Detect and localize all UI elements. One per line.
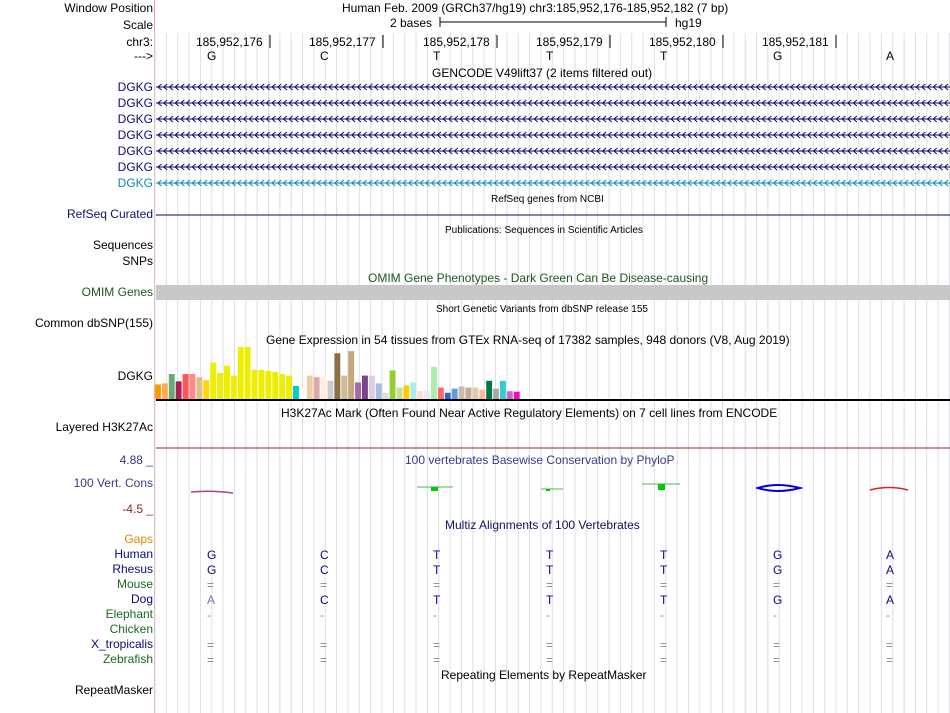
gtex-bar (314, 377, 320, 399)
gtex-bar (479, 390, 485, 399)
species-label[interactable]: Chicken (109, 622, 153, 636)
gtex-bar (190, 374, 196, 399)
coordinate-label: 185,952,181 (762, 35, 829, 49)
alignment-base: C (320, 548, 329, 562)
alignment-base: G (207, 563, 217, 577)
species-label[interactable]: Gaps (124, 532, 153, 546)
gtex-bar (286, 376, 292, 399)
species-label[interactable]: Zebrafish (102, 652, 153, 666)
gencode-gene-label[interactable]: DGKG (117, 80, 153, 94)
alignment-base: = (207, 653, 215, 667)
gtex-bar (417, 391, 423, 399)
gencode-gene-label[interactable]: DGKG (117, 144, 153, 158)
species-label[interactable]: Human (114, 547, 153, 561)
gencode-title[interactable]: GENCODE V49lift37 (2 items filtered out) (432, 66, 653, 80)
gtex-bar (466, 388, 472, 399)
reference-base: T (660, 49, 668, 63)
species-label[interactable]: X_tropicalis (90, 637, 153, 651)
gencode-gene-label[interactable]: DGKG (117, 176, 153, 190)
reference-base: G (207, 49, 217, 63)
gtex-bar (445, 393, 451, 399)
gtex-bar (231, 376, 237, 399)
refseq-label[interactable]: RefSeq Curated (66, 207, 153, 221)
alignment-base: A (886, 593, 895, 607)
coordinate-label: 185,952,180 (649, 35, 716, 49)
gtex-bar (279, 374, 285, 399)
strand-arrow-label: ---> (134, 49, 153, 63)
alignment-base: - (207, 608, 211, 622)
gtex-bar (272, 372, 278, 399)
coordinate-label: 185,952,178 (423, 35, 490, 49)
alignment-base: = (886, 638, 894, 652)
gtex-bar (486, 381, 492, 399)
alignment-base: A (207, 593, 216, 607)
snps-label[interactable]: SNPs (122, 254, 153, 268)
alignment-base: T (546, 593, 554, 607)
alignment-base: = (886, 653, 894, 667)
gtex-bar (169, 374, 175, 399)
repeat-title[interactable]: Repeating Elements by RepeatMasker (441, 668, 647, 682)
alignment-base: = (433, 638, 441, 652)
gtex-bar (390, 370, 396, 399)
coordinate-label: 185,952,179 (536, 35, 603, 49)
h3k27ac-label[interactable]: Layered H3K27Ac (55, 420, 153, 434)
alignment-base: = (773, 638, 781, 652)
alignment-base: T (546, 548, 554, 562)
scale-label: Scale (122, 18, 153, 32)
cons-max-label: 4.88 _ (119, 453, 153, 467)
alignment-base: - (660, 608, 664, 622)
gtex-bar (203, 380, 209, 399)
gtex-bar (259, 370, 265, 399)
cons-mark-3-bar (431, 487, 438, 491)
reference-base: G (773, 49, 783, 63)
window-position-label: Window Position (64, 1, 153, 15)
gtex-bar (431, 367, 437, 399)
cons-mark-4-bar (546, 489, 550, 491)
omim-title[interactable]: OMIM Gene Phenotypes - Dark Green Can Be Disease-causing (368, 271, 709, 285)
alignment-base: - (773, 608, 777, 622)
gtex-bar (210, 363, 216, 399)
alignment-base: T (433, 593, 441, 607)
gencode-gene-label[interactable]: DGKG (117, 96, 153, 110)
omim-bar (156, 285, 950, 300)
gtex-bar (300, 389, 306, 399)
alignment-base: = (207, 638, 215, 652)
alignment-base: = (433, 578, 441, 592)
alignment-base: = (320, 578, 328, 592)
alignment-base: C (320, 563, 329, 577)
gtex-bar (521, 390, 527, 399)
gtex-bar (334, 353, 340, 399)
alignment-base: = (660, 638, 668, 652)
gtex-bar (438, 388, 444, 399)
gtex-bar (383, 393, 389, 399)
dbsnp-title[interactable]: Short Genetic Variants from dbSNP release 155 (436, 304, 648, 315)
gtex-bar (341, 376, 347, 399)
alignment-base: G (773, 548, 783, 562)
alignment-base: A (886, 548, 895, 562)
alignment-base: - (886, 608, 890, 622)
alignment-base: T (660, 593, 668, 607)
alignment-base: T (660, 563, 668, 577)
alignment-base: = (773, 578, 781, 592)
scale-text: 2 bases (390, 16, 433, 30)
species-label[interactable]: Elephant (105, 607, 153, 621)
gtex-bar (507, 391, 513, 399)
alignment-base: = (207, 578, 215, 592)
gtex-bar (514, 392, 520, 399)
alignment-base: = (773, 653, 781, 667)
reference-base: A (886, 49, 895, 63)
alignment-base: - (320, 608, 324, 622)
coordinate-label: 185,952,176 (196, 35, 263, 49)
alignment-base: T (660, 548, 668, 562)
sequences-label[interactable]: Sequences (92, 238, 153, 252)
reference-base: C (320, 49, 329, 63)
species-label[interactable]: Mouse (116, 577, 153, 591)
species-label[interactable]: Dog (130, 592, 153, 606)
gtex-bar (459, 387, 465, 399)
gtex-bar (155, 384, 161, 399)
alignment-base: G (773, 593, 783, 607)
gtex-bar (424, 391, 430, 399)
alignment-base: T (433, 563, 441, 577)
gtex-bar (362, 376, 368, 399)
gtex-bar (176, 381, 182, 399)
gtex-bar (403, 385, 409, 399)
cons-label[interactable]: 100 Vert. Cons (73, 476, 153, 490)
cons-title[interactable]: 100 vertebrates Basewise Conservation by PhyloP (405, 453, 675, 467)
gtex-bar (328, 381, 334, 399)
gtex-bar (376, 383, 382, 399)
gtex-bar (293, 386, 299, 399)
alignment-base: G (773, 563, 783, 577)
gencode-gene-label[interactable]: DGKG (117, 160, 153, 174)
alignment-base: - (546, 608, 550, 622)
reference-base: T (546, 49, 554, 63)
gtex-bar (321, 377, 327, 399)
gtex-bar (224, 366, 230, 399)
alignment-base: = (546, 638, 554, 652)
gencode-gene-label[interactable]: DGKG (117, 112, 153, 126)
gtex-bar (307, 376, 313, 399)
reference-base: T (433, 49, 441, 63)
alignment-base: A (886, 563, 895, 577)
publications-title[interactable]: Publications: Sequences in Scientific Articles (445, 225, 643, 236)
gtex-bar (196, 377, 202, 399)
alignment-base: = (546, 653, 554, 667)
alignment-base: = (660, 578, 668, 592)
gencode-gene-label[interactable]: DGKG (117, 128, 153, 142)
alignment-base: - (433, 608, 437, 622)
gtex-bar (500, 381, 506, 399)
dbsnp-label[interactable]: Common dbSNP(155) (34, 316, 153, 330)
gtex-title[interactable]: Gene Expression in 54 tissues from GTEx RNA-seq of 17382 samples, 948 donors (V8, Aug 2019) (266, 333, 790, 347)
conservation-marks (191, 484, 908, 493)
coordinate-label: 185,952,177 (309, 35, 376, 49)
chromosome-label: chr3: (126, 35, 153, 49)
cons-min-label: -4.5 _ (122, 502, 153, 516)
omim-label[interactable]: OMIM Genes (81, 285, 153, 299)
alignment-base: = (320, 653, 328, 667)
alignment-base: T (546, 563, 554, 577)
repeatmasker-label[interactable]: RepeatMasker (74, 683, 153, 697)
gtex-bar (452, 389, 458, 399)
alignment-base: T (433, 548, 441, 562)
gtex-bar (355, 382, 361, 399)
gtex-gene-label[interactable]: DGKG (117, 369, 153, 383)
gtex-bar (265, 371, 271, 399)
assembly-text: hg19 (675, 16, 702, 30)
gtex-bar (217, 373, 223, 399)
gtex-bar (238, 347, 244, 399)
alignment-base: C (320, 593, 329, 607)
gtex-bar (397, 388, 403, 399)
gtex-bar (410, 382, 416, 399)
species-label[interactable]: Rhesus (112, 562, 153, 576)
alignment-base: = (546, 578, 554, 592)
position-info: Human Feb. 2009 (GRCh37/hg19) chr3:185,952,176-185,952,182 (7 bp) (342, 1, 729, 15)
h3k27ac-title[interactable]: H3K27Ac Mark (Often Found Near Active Regulatory Elements) on 7 cell lines from ENCODE (281, 406, 778, 420)
gtex-bar (348, 351, 354, 399)
gtex-bar (252, 370, 258, 399)
gtex-bar (369, 376, 375, 399)
gtex-bar (183, 374, 189, 399)
gtex-bar (472, 388, 478, 399)
alignment-base: = (886, 578, 894, 592)
alignment-base: = (433, 653, 441, 667)
gtex-bar (493, 389, 499, 399)
gtex-bar (162, 383, 168, 399)
multiz-title[interactable]: Multiz Alignments of 100 Vertebrates (445, 518, 640, 532)
alignment-base: = (320, 638, 328, 652)
gtex-bar (245, 347, 251, 399)
alignment-base: = (660, 653, 668, 667)
cons-mark-7 (870, 488, 908, 491)
cons-mark-5-bar (658, 484, 665, 490)
alignment-base: G (207, 548, 217, 562)
refseq-title[interactable]: RefSeq genes from NCBI (491, 194, 604, 205)
